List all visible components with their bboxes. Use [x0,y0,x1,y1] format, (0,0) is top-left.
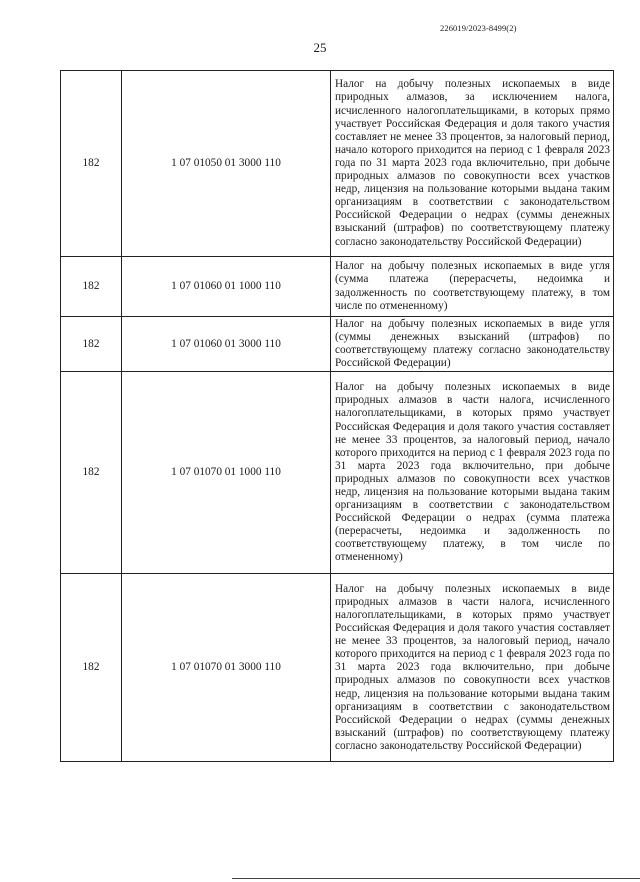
description-text: Налог на добычу полезных ископаемых в виде природных алмазов в части налога, исчисленного налогоплательщиками, в которых прямо участвует Российская Федерация и доля такого участия составляет не менее 33 процентов, за налоговый период, начало которого приходится на период с 1 февраля 2023 года по 31 марта 2023 года включительно, при добыче природных алмазов по совокупности всех участков недр, лицензия на пользование которыми выдана таким организациям в соответствии с законодательством Российской Федерации о недрах (суммы денежных взысканий (штрафов) по соответствующему платежу согласно законодательству Российской Федерации) [335,582,610,752]
description-text: Налог на добычу полезных ископаемых в виде угля (суммы денежных взысканий (штрафов) по соответствующему платежу согласно законодательству Российской Федерации) [335,318,610,370]
table-row [61,372,614,574]
description-cell [331,372,614,574]
table-row [61,257,614,317]
description-cell [331,574,614,762]
description-text: Налог на добычу полезных ископаемых в виде природных алмазов, за исключением налога, исчисленного налогоплательщиками, в которых прямо участвует Российская Федерация и доля такого участия составляет не менее 33 процентов, за налоговый период, начало которого приходится на период с 1 февраля 2023 года по 31 марта 2023 года включительно, при добыче природных алмазов по совокупности всех участков недр, лицензия на пользование которыми выдана таким организациям в соответствии с законодательством Российской Федерации о недрах (суммы денежных взысканий (штрафов) по соответствующему платежу согласно законодательству Российской Федерации) [335,78,610,248]
table-row [61,574,614,762]
kbk-code-cell: 1 07 01070 01 1000 110 [122,372,331,574]
page-number: 25 [313,40,327,55]
description-cell [331,71,614,257]
kbk-code-cell: 1 07 01060 01 3000 110 [122,317,331,372]
kbk-code-cell: 1 07 01060 01 1000 110 [122,257,331,317]
admin-code-cell: 182 [61,257,122,317]
admin-code-cell: 182 [61,71,122,257]
kbk-code-cell: 1 07 01050 01 3000 110 [122,71,331,257]
table-row [61,71,614,257]
admin-code-cell: 182 [61,317,122,372]
bottom-divider [232,878,640,879]
admin-code-cell: 182 [61,372,122,574]
budget-codes-table [60,70,614,762]
table-row [61,317,614,372]
description-text: Налог на добычу полезных ископаемых в виде угля (сумма платежа (перерасчеты, недоимка и задолженность по соответствующему платежу, в том числе по отмененному) [335,260,610,312]
kbk-code-cell: 1 07 01070 01 3000 110 [122,574,331,762]
document-code: 226019/2023-8499(2) [440,23,517,33]
description-text: Налог на добычу полезных ископаемых в виде природных алмазов в части налога, исчисленного налогоплательщиками, в которых прямо участвует Российская Федерация и доля такого участия составляет не менее 33 процентов, за налоговый период, начало которого приходится на период с 1 февраля 2023 года по 31 марта 2023 года включительно, при добыче природных алмазов по совокупности всех участков недр, лицензия на пользование которыми выдана таким организациям в соответствии с законодательством Российской Федерации о недрах (сумма платежа (перерасчеты, недоимка и задолженность по соответствующему платежу, в том числе по отмененному) [335,381,610,564]
admin-code-cell: 182 [61,574,122,762]
description-cell [331,317,614,372]
description-cell [331,257,614,317]
